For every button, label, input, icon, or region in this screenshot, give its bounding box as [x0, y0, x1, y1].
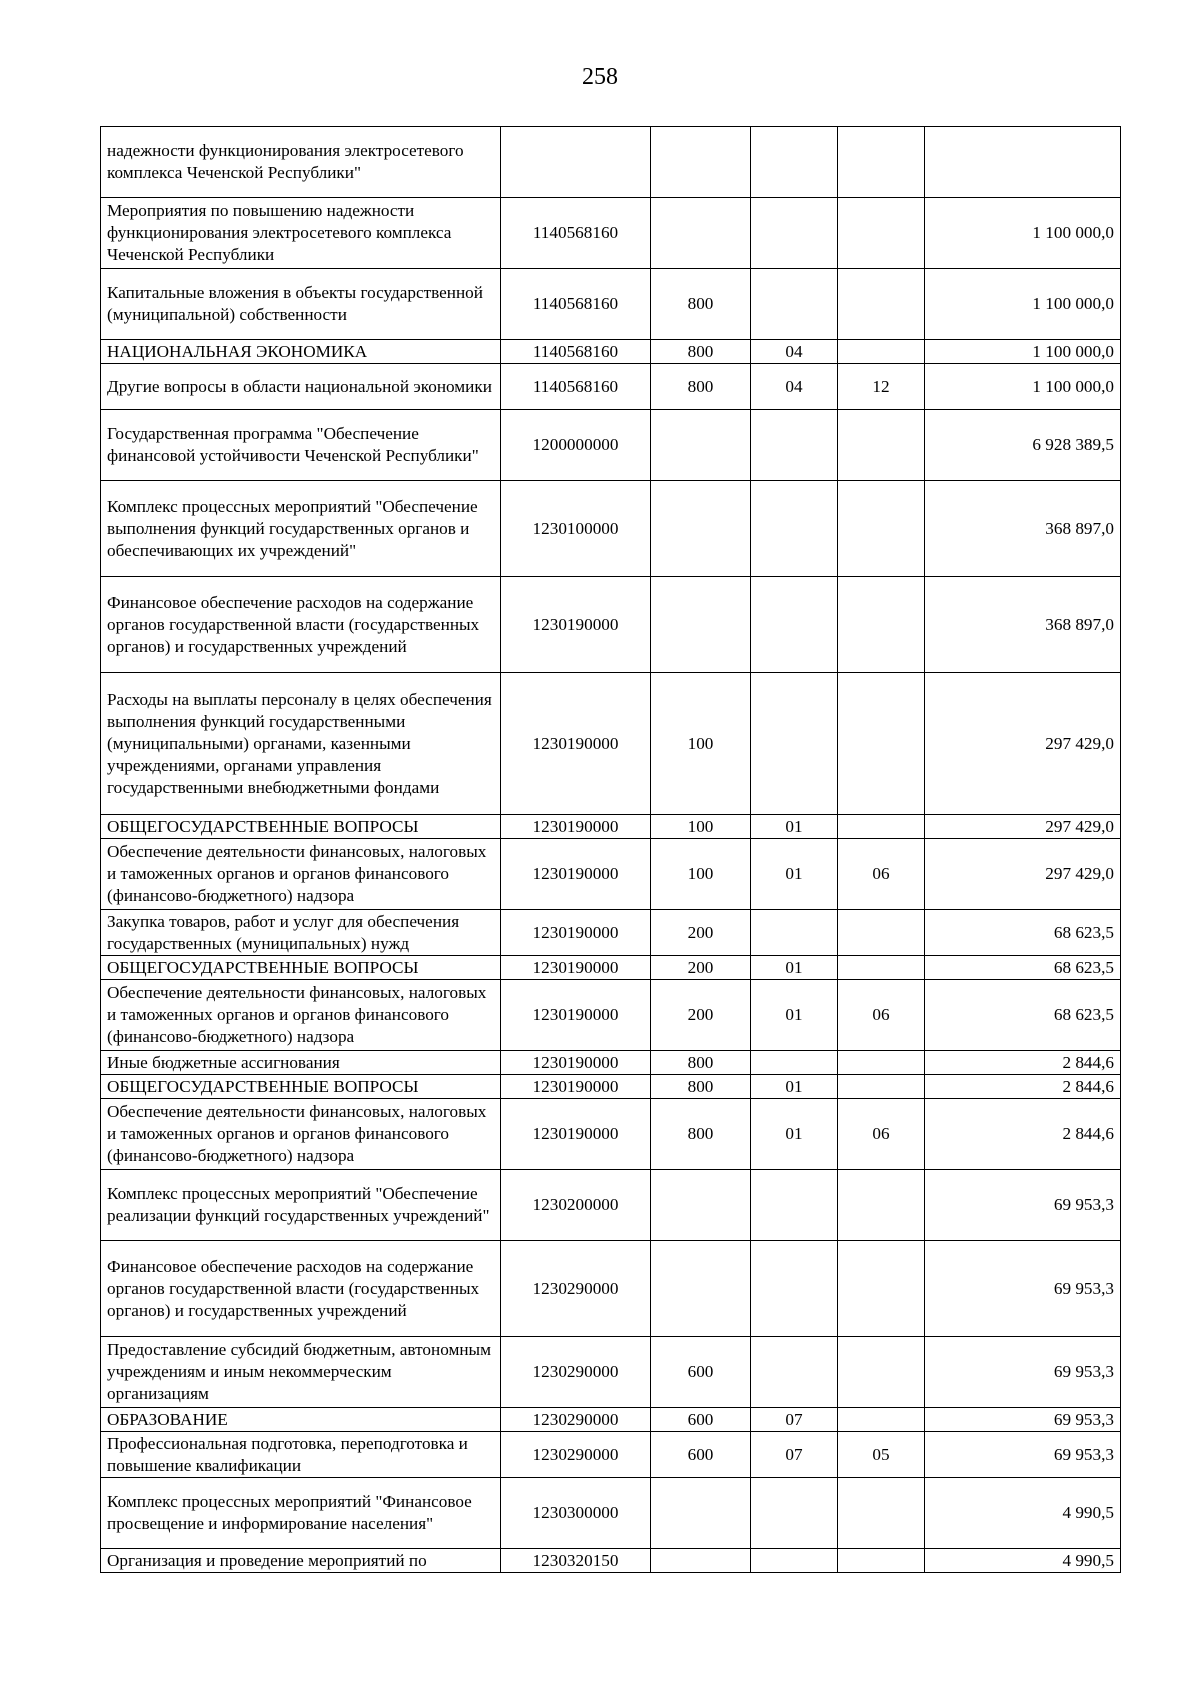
row-name: Расходы на выплаты персоналу в целях обеспечения выполнения функций государственными (муниципальными) органами, казенными учреждениями, органами управления государственными внебюджетными фондами [101, 673, 501, 815]
row-amount: 2 844,6 [925, 1075, 1121, 1099]
row-expense-type [651, 1241, 751, 1337]
row-amount: 6 928 389,5 [925, 410, 1121, 481]
row-section: 01 [751, 980, 838, 1051]
row-name: Комплекс процессных мероприятий "Обеспечение выполнения функций государственных органов и обеспечивающих их учреждений" [101, 481, 501, 577]
row-subsection [838, 481, 925, 577]
row-subsection [838, 1241, 925, 1337]
row-expense-type: 200 [651, 956, 751, 980]
row-amount: 297 429,0 [925, 673, 1121, 815]
row-amount: 69 953,3 [925, 1170, 1121, 1241]
row-name: Финансовое обеспечение расходов на содержание органов государственной власти (государственных органов) и государственных учреждений [101, 577, 501, 673]
table-row [101, 1408, 1121, 1432]
row-code: 1230100000 [501, 481, 651, 577]
row-expense-type [651, 410, 751, 481]
row-section [751, 1337, 838, 1408]
row-amount: 68 623,5 [925, 956, 1121, 980]
row-name: Обеспечение деятельности финансовых, налоговых и таможенных органов и органов финансового (финансово-бюджетного) надзора [101, 1099, 501, 1170]
row-name: Финансовое обеспечение расходов на содержание органов государственной власти (государственных органов) и государственных учреждений [101, 1241, 501, 1337]
row-section [751, 1241, 838, 1337]
table-row [101, 1549, 1121, 1573]
row-expense-type: 800 [651, 1075, 751, 1099]
row-amount: 69 953,3 [925, 1241, 1121, 1337]
row-name: ОБЩЕГОСУДАРСТВЕННЫЕ ВОПРОСЫ [101, 815, 501, 839]
row-subsection: 12 [838, 364, 925, 410]
table-row [101, 1432, 1121, 1478]
row-subsection [838, 340, 925, 364]
table-row [101, 956, 1121, 980]
row-section [751, 1170, 838, 1241]
row-subsection [838, 673, 925, 815]
row-name: ОБРАЗОВАНИЕ [101, 1408, 501, 1432]
row-subsection [838, 1170, 925, 1241]
table-row [101, 673, 1121, 815]
budget-table [100, 126, 1121, 1573]
row-section: 07 [751, 1432, 838, 1478]
row-section: 01 [751, 1099, 838, 1170]
row-expense-type: 600 [651, 1408, 751, 1432]
row-section: 01 [751, 956, 838, 980]
row-section: 07 [751, 1408, 838, 1432]
row-code: 1230190000 [501, 673, 651, 815]
row-code: 1230190000 [501, 815, 651, 839]
row-amount: 69 953,3 [925, 1337, 1121, 1408]
row-expense-type [651, 198, 751, 269]
table-row [101, 340, 1121, 364]
page-number: 258 [582, 64, 618, 90]
row-subsection [838, 1549, 925, 1573]
row-expense-type: 800 [651, 364, 751, 410]
row-code: 1230320150 [501, 1549, 651, 1573]
row-amount: 68 623,5 [925, 980, 1121, 1051]
row-subsection: 05 [838, 1432, 925, 1478]
row-name: Государственная программа "Обеспечение финансовой устойчивости Чеченской Республики" [101, 410, 501, 481]
row-name: Профессиональная подготовка, переподготовка и повышение квалификации [101, 1432, 501, 1478]
table-row [101, 410, 1121, 481]
row-amount: 297 429,0 [925, 815, 1121, 839]
row-amount [925, 127, 1121, 198]
row-expense-type: 200 [651, 980, 751, 1051]
row-section: 01 [751, 815, 838, 839]
row-name: надежности функционирования электросетевого комплекса Чеченской Республики" [101, 127, 501, 198]
row-subsection [838, 1478, 925, 1549]
row-expense-type [651, 1549, 751, 1573]
table-row [101, 1099, 1121, 1170]
row-subsection [838, 198, 925, 269]
row-section: 01 [751, 839, 838, 910]
row-section [751, 410, 838, 481]
row-expense-type: 800 [651, 340, 751, 364]
row-name: Комплекс процессных мероприятий "Финансовое просвещение и информирование населения" [101, 1478, 501, 1549]
row-amount: 1 100 000,0 [925, 269, 1121, 340]
row-code: 1230300000 [501, 1478, 651, 1549]
row-subsection: 06 [838, 1099, 925, 1170]
row-expense-type: 800 [651, 1099, 751, 1170]
row-name: Предоставление субсидий бюджетным, автономным учреждениям и иным некоммерческим организациям [101, 1337, 501, 1408]
row-expense-type: 100 [651, 839, 751, 910]
row-name: Обеспечение деятельности финансовых, налоговых и таможенных органов и органов финансового (финансово-бюджетного) надзора [101, 839, 501, 910]
row-expense-type: 200 [651, 910, 751, 956]
row-amount: 368 897,0 [925, 577, 1121, 673]
table-row [101, 364, 1121, 410]
row-section [751, 1478, 838, 1549]
row-section [751, 1051, 838, 1075]
row-expense-type [651, 1170, 751, 1241]
row-expense-type: 800 [651, 269, 751, 340]
row-name: Закупка товаров, работ и услуг для обеспечения государственных (муниципальных) нужд [101, 910, 501, 956]
row-name: Организация и проведение мероприятий по [101, 1549, 501, 1573]
table-row [101, 269, 1121, 340]
table-row [101, 481, 1121, 577]
row-code: 1230190000 [501, 1075, 651, 1099]
row-expense-type: 600 [651, 1432, 751, 1478]
table-row [101, 1478, 1121, 1549]
row-amount: 297 429,0 [925, 839, 1121, 910]
row-code: 1230190000 [501, 980, 651, 1051]
row-expense-type [651, 127, 751, 198]
row-code: 1230290000 [501, 1432, 651, 1478]
row-section [751, 577, 838, 673]
row-section: 04 [751, 364, 838, 410]
row-code: 1140568160 [501, 340, 651, 364]
row-code: 1230290000 [501, 1408, 651, 1432]
row-subsection [838, 910, 925, 956]
row-code: 1230290000 [501, 1337, 651, 1408]
row-subsection [838, 1051, 925, 1075]
row-expense-type: 100 [651, 815, 751, 839]
row-name: ОБЩЕГОСУДАРСТВЕННЫЕ ВОПРОСЫ [101, 956, 501, 980]
row-code: 1200000000 [501, 410, 651, 481]
row-name: Капитальные вложения в объекты государственной (муниципальной) собственности [101, 269, 501, 340]
row-subsection [838, 269, 925, 340]
row-subsection: 06 [838, 980, 925, 1051]
table-row [101, 910, 1121, 956]
row-section: 04 [751, 340, 838, 364]
row-code: 1140568160 [501, 269, 651, 340]
row-expense-type [651, 577, 751, 673]
row-name: НАЦИОНАЛЬНАЯ ЭКОНОМИКА [101, 340, 501, 364]
row-subsection [838, 410, 925, 481]
row-amount: 68 623,5 [925, 910, 1121, 956]
table-row [101, 980, 1121, 1051]
row-amount: 368 897,0 [925, 481, 1121, 577]
row-subsection [838, 1337, 925, 1408]
row-amount: 1 100 000,0 [925, 340, 1121, 364]
row-code: 1230190000 [501, 839, 651, 910]
row-section [751, 269, 838, 340]
row-name: Мероприятия по повышению надежности функционирования электросетевого комплекса Чеченской Республики [101, 198, 501, 269]
row-code: 1230200000 [501, 1170, 651, 1241]
row-section [751, 127, 838, 198]
row-code: 1230190000 [501, 956, 651, 980]
row-section: 01 [751, 1075, 838, 1099]
row-amount: 1 100 000,0 [925, 198, 1121, 269]
row-amount: 2 844,6 [925, 1051, 1121, 1075]
row-subsection [838, 1075, 925, 1099]
row-section [751, 198, 838, 269]
table-row [101, 839, 1121, 910]
table-row [101, 577, 1121, 673]
table-row [101, 198, 1121, 269]
table-row [101, 1337, 1121, 1408]
row-amount: 4 990,5 [925, 1478, 1121, 1549]
row-code: 1230290000 [501, 1241, 651, 1337]
table-row [101, 1241, 1121, 1337]
table-row [101, 1075, 1121, 1099]
row-subsection: 06 [838, 839, 925, 910]
row-subsection [838, 127, 925, 198]
row-expense-type: 800 [651, 1051, 751, 1075]
row-code [501, 127, 651, 198]
row-code: 1140568160 [501, 364, 651, 410]
row-code: 1140568160 [501, 198, 651, 269]
row-name: ОБЩЕГОСУДАРСТВЕННЫЕ ВОПРОСЫ [101, 1075, 501, 1099]
row-section [751, 1549, 838, 1573]
row-subsection [838, 577, 925, 673]
row-subsection [838, 815, 925, 839]
row-section [751, 481, 838, 577]
row-expense-type [651, 1478, 751, 1549]
row-section [751, 673, 838, 815]
row-subsection [838, 1408, 925, 1432]
row-code: 1230190000 [501, 910, 651, 956]
row-section [751, 910, 838, 956]
row-code: 1230190000 [501, 577, 651, 673]
row-name: Другие вопросы в области национальной экономики [101, 364, 501, 410]
row-amount: 69 953,3 [925, 1432, 1121, 1478]
table-row [101, 1051, 1121, 1075]
table-row [101, 815, 1121, 839]
row-amount: 69 953,3 [925, 1408, 1121, 1432]
table-row [101, 127, 1121, 198]
row-name: Обеспечение деятельности финансовых, налоговых и таможенных органов и органов финансового (финансово-бюджетного) надзора [101, 980, 501, 1051]
row-name: Иные бюджетные ассигнования [101, 1051, 501, 1075]
row-code: 1230190000 [501, 1099, 651, 1170]
row-subsection [838, 956, 925, 980]
row-amount: 2 844,6 [925, 1099, 1121, 1170]
row-expense-type [651, 481, 751, 577]
row-code: 1230190000 [501, 1051, 651, 1075]
row-expense-type: 100 [651, 673, 751, 815]
row-expense-type: 600 [651, 1337, 751, 1408]
table-row [101, 1170, 1121, 1241]
row-amount: 1 100 000,0 [925, 364, 1121, 410]
row-name: Комплекс процессных мероприятий "Обеспечение реализации функций государственных учреждений" [101, 1170, 501, 1241]
row-amount: 4 990,5 [925, 1549, 1121, 1573]
